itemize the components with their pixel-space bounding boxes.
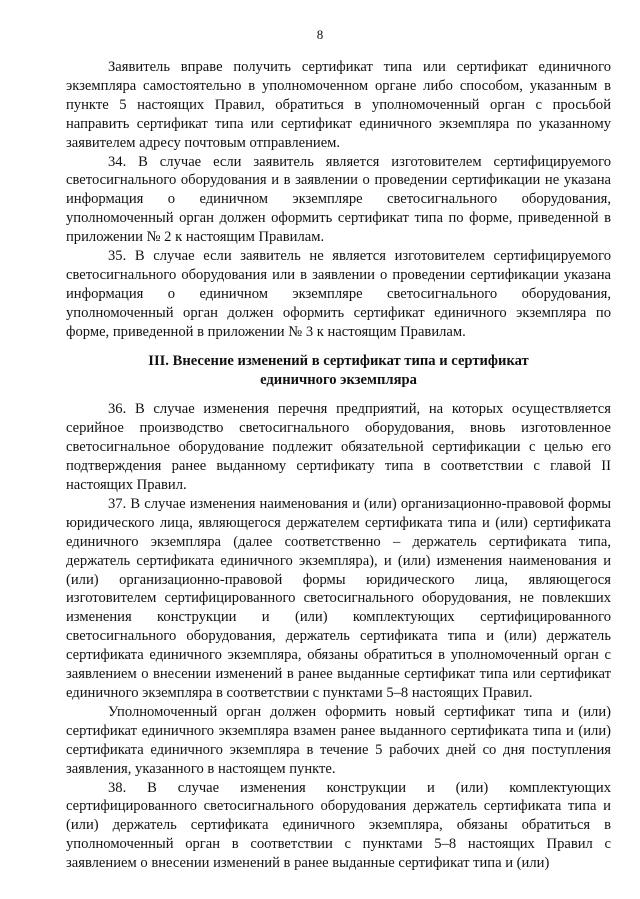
paragraph-34: 34. В случае если заявитель является изготовителем сертифицируемого светосигнального оборудования и в заявлении о проведении сертификации не указана информация о единичном экземпляре светосигнального оборудования, уполномоченный орган должен оформить сертификат типа по форме, приведенной в приложении № 2 к настоящим Правилам. <box>66 153 611 246</box>
page-number: 8 <box>316 27 324 42</box>
section-heading-line-1: III. Внесение изменений в сертификат типа и сертификат <box>148 352 529 369</box>
paragraph-35: 35. В случае если заявитель не является изготовителем сертифицируемого светосигнального оборудования или в заявлении о проведении сертификации указана информация о единичном экземпляре светосигнального оборудования, уполномоченный орган должен оформить сертификат единичного экземпляра по форме, приведенной в приложении № 3 к настоящим Правилам. <box>66 248 611 340</box>
paragraph-38: 38. В случае изменения конструкции и (или) комплектующих сертифицированного светосигнального оборудования держатель сертификата типа и (или) держатель сертификата единичного экземпляра, обязаны обратиться в уполномоченный орган в соответствии с пунктами 5–8 настоящих Правил с заявлением о внесении изменений в ранее выданные сертификат типа и (или) <box>66 779 611 872</box>
document-body <box>66 58 611 873</box>
paragraph-36: 36. В случае изменения перечня предприятий, на которых осуществляется серийное производство светосигнального оборудования, вновь изготовленное светосигнальное оборудование подлежит обязательной сертификации с целью его подтверждения ранее выданному сертификату типа в соответствии с главой II настоящих Правил. <box>66 401 611 494</box>
section-heading <box>66 352 611 390</box>
paragraph-37: 37. В случае изменения наименования и (или) организационно-правовой формы юридического лица, являющегося держателем сертификата типа и (или) сертификата единичного экземпляра (далее соответственно – держатель сертификата типа, держатель сертификата единичного экземпляра), и (или) изменения наименования и (или) организационно-правовой формы юридического лица, являющегося изготовителем сертифицированного светосигнального оборудования, не повлекших изменения конструкции и (или) комплектующих сертифицированного светосигнального оборудования, держатель сертификата типа и (или) держатель сертификата единичного экземпляра, обязаны обратиться в уполномоченный орган с заявлением о внесении изменений в ранее выданные сертификат типа или сертификат единичного экземпляра в соответствии с пунктами 5–8 настоящих Правил. <box>66 495 611 701</box>
paragraph-recipient-options: Заявитель вправе получить сертификат типа или сертификат единичного экземпляра самостоятельно в уполномоченном органе либо способом, указанным в пункте 5 настоящих Правил, обратиться в уполномоченный орган с просьбой направить сертификат типа или сертификат единичного экземпляра по указанному заявителем адресу почтовым отправлением. <box>66 59 611 151</box>
paragraph-37-continuation: Уполномоченный орган должен оформить новый сертификат типа и (или) сертификат единичного экземпляра взамен ранее выданного сертификата типа и (или) сертификата единичного экземпляра в течение 5 рабочих дней со дня поступления заявления, указанного в настоящем пункте. <box>66 703 611 777</box>
section-heading-line-2: единичного экземпляра <box>260 371 417 388</box>
